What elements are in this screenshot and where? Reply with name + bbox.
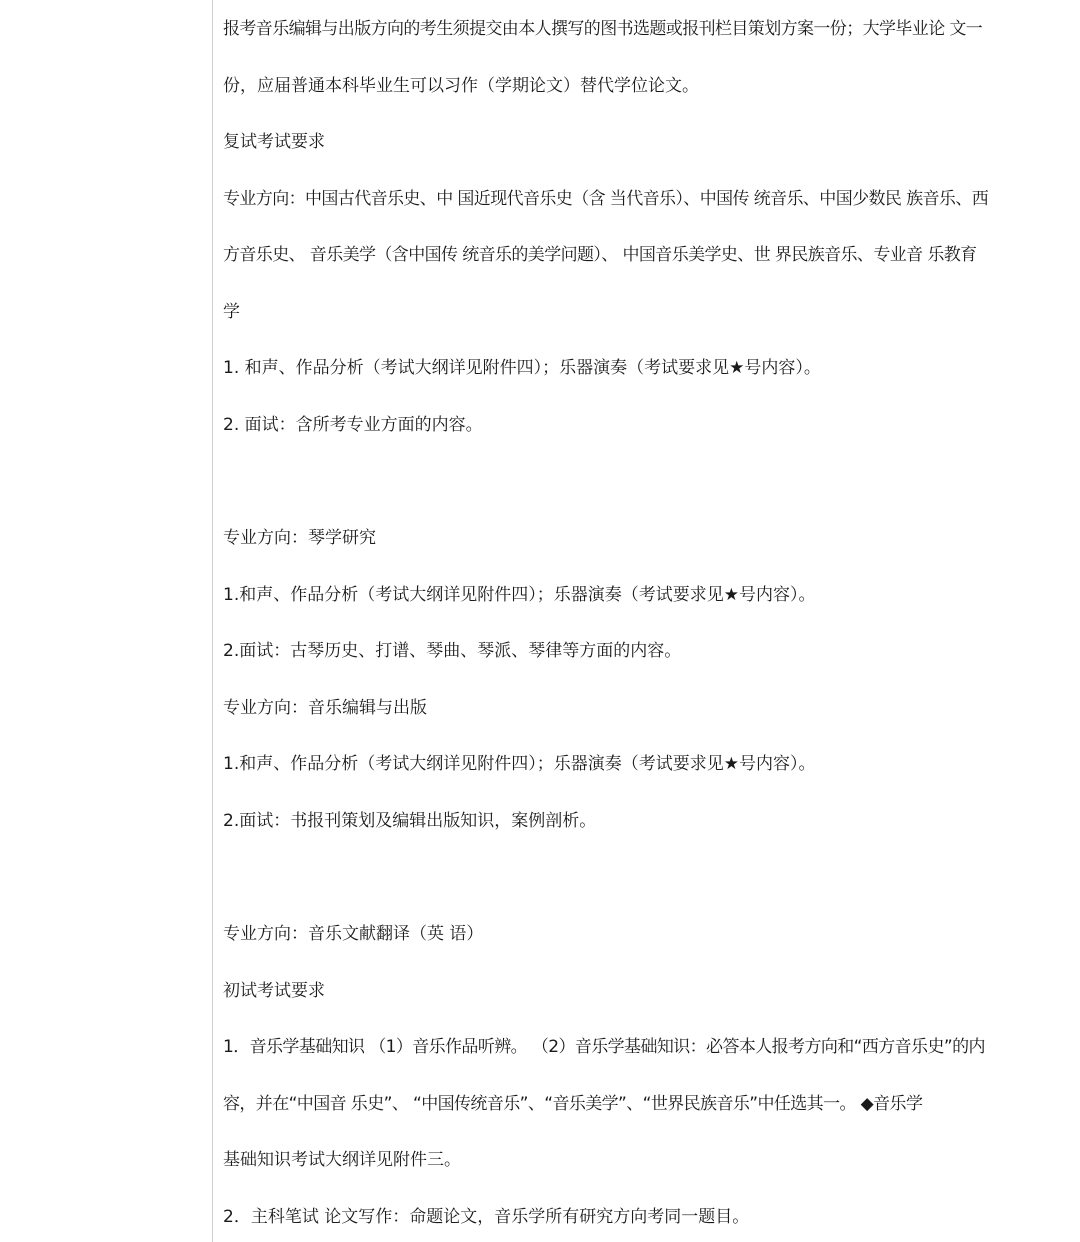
list-item: 2.面试：古琴历史、打谱、琴曲、琴派、琴律等方面的内容。 (223, 641, 682, 661)
section-heading: 初试考试要求 (223, 981, 325, 1001)
list-item: 2．主科笔试 论文写作：命题论文，音乐学所有研究方向考同一题目。 (223, 1207, 750, 1227)
paragraph-line: 份，应届普通本科毕业生可以习作（学期论文）替代学位论文。 (223, 76, 699, 96)
paragraph-line: 报考音乐编辑与出版方向的考生须提交由本人撰写的图书选题或报刊栏目策划方案一份；大学毕业论 文一 (223, 19, 983, 39)
paragraph-line: 学 (223, 302, 240, 322)
list-item: 1．音乐学基础知识 （1）音乐作品听辨。 （2）音乐学基础知识：必答本人报考方向和“西方音乐史”的内 (223, 1037, 985, 1057)
list-item: 1.和声、作品分析（考试大纲详见附件四）；乐器演奏（考试要求见★号内容）。 (223, 754, 816, 774)
section-heading: 专业方向：音乐文献翻译（英 语） (223, 924, 484, 944)
list-item: 2.面试：书报刊策划及编辑出版知识，案例剖析。 (223, 811, 597, 831)
section-heading: 专业方向：音乐编辑与出版 (223, 698, 427, 718)
list-item: 1.和声、作品分析（考试大纲详见附件四）；乐器演奏（考试要求见★号内容）。 (223, 585, 816, 605)
paragraph-line: 容，并在“中国音 乐史”、 “中国传统音乐”、“音乐美学”、“世界民族音乐”中任选其一。 ◆音乐学 (223, 1094, 923, 1114)
paragraph-line: 专业方向：中国古代音乐史、中 国近现代音乐史（含 当代音乐）、中国传 统音乐、中国少数民 族音乐、西 (223, 189, 989, 209)
left-column-border (212, 0, 213, 1242)
paragraph-line: 方音乐史、 音乐美学（含中国传 统音乐的美学问题）、 中国音乐美学史、世 界民族音乐、专业音 乐教育 (223, 245, 977, 265)
list-item: 1. 和声、作品分析（考试大纲详见附件四）；乐器演奏（考试要求见★号内容）。 (223, 358, 821, 378)
paragraph-line: 基础知识考试大纲详见附件三。 (223, 1150, 461, 1170)
list-item: 2. 面试：含所考专业方面的内容。 (223, 415, 483, 435)
section-heading: 复试考试要求 (223, 132, 325, 152)
section-heading: 专业方向：琴学研究 (223, 528, 376, 548)
